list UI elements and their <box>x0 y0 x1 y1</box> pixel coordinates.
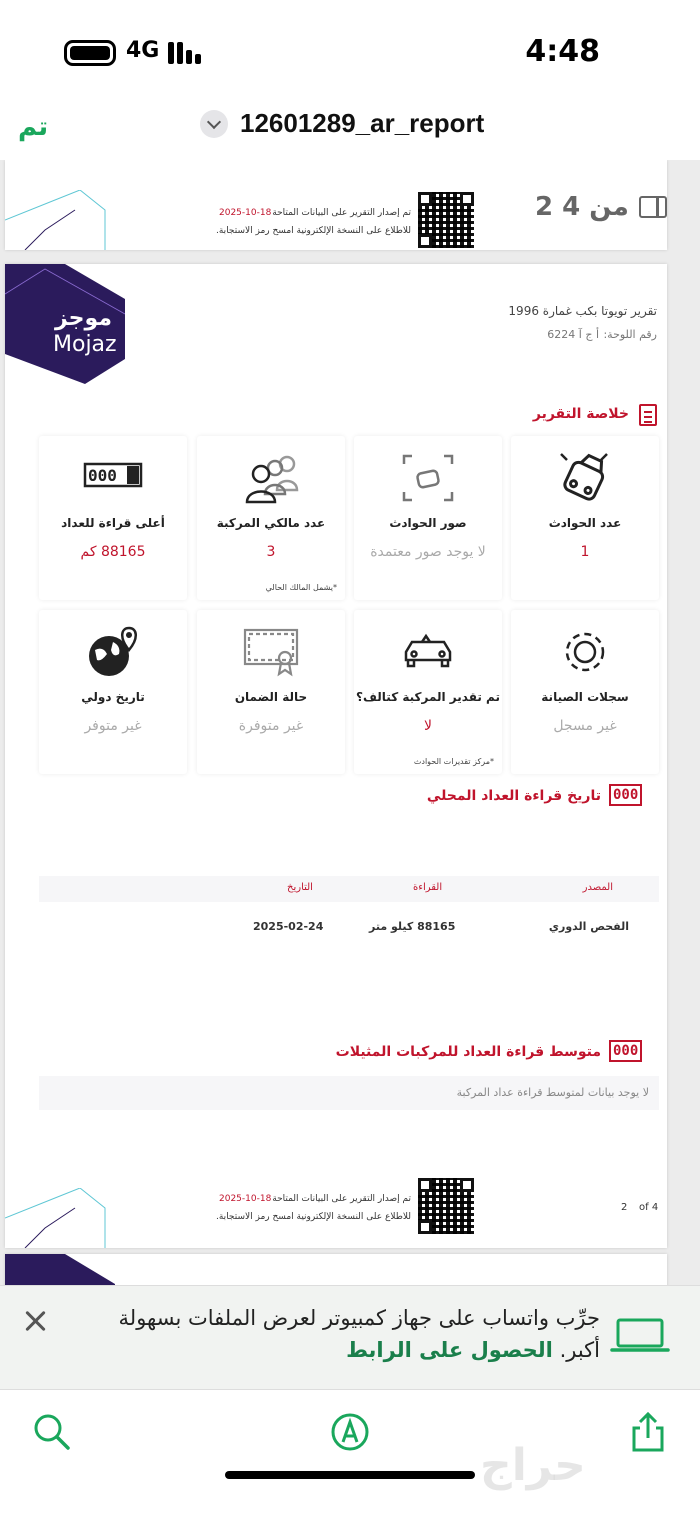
report-title: تقرير تويوتا بكب غمارة 1996 <box>508 304 657 318</box>
plate-label: رقم اللوحة: <box>603 328 657 341</box>
card-label: سجلات الصيانة <box>541 690 629 704</box>
footer-scan-text: للاطلاع على النسخة الإلكترونية امسح رمز الاستجابة. <box>216 1212 411 1222</box>
footer-date: 2025-10-18 <box>219 1194 272 1204</box>
share-icon[interactable] <box>628 1412 668 1452</box>
page-indicator-label: 2 من 4 <box>535 192 629 222</box>
average-empty-text: لا يوجد بيانات لمتوسط قراءة عداد المركبة <box>456 1086 649 1099</box>
bottom-toolbar <box>0 1390 700 1522</box>
col-date: التاريخ <box>287 882 313 893</box>
odometer-digits: 000 <box>613 787 639 803</box>
average-odometer-title: متوسط قراءة العداد للمركبات المثيلات <box>335 1044 601 1060</box>
qr-code-icon <box>418 192 474 248</box>
battery-icon <box>64 40 116 66</box>
page-total: of 4 <box>639 1202 659 1213</box>
card-value: لا يوجد صور معتمدة <box>370 544 486 560</box>
logo-text-english: Mojaz <box>53 332 117 357</box>
decorative-lines-icon <box>5 190 115 250</box>
card-value: لا <box>424 718 432 734</box>
report-summary-icon <box>639 404 657 426</box>
page-indicator[interactable] <box>535 192 667 222</box>
card-maintenance-records <box>511 610 659 774</box>
signal-icon <box>168 40 208 64</box>
status-time: 4:48 <box>525 34 600 69</box>
markup-icon[interactable] <box>330 1412 370 1452</box>
whatsapp-desktop-banner <box>0 1285 700 1390</box>
gear-icon <box>555 624 615 680</box>
odometer-table-header <box>39 876 659 902</box>
network-type: 4G <box>126 38 160 63</box>
card-label: عدد الحوادث <box>548 516 622 530</box>
document-header <box>0 100 700 158</box>
promo-message: جرِّب واتساب على جهاز كمبيوتر لعرض الملفات بسهولة أكبر. <box>118 1306 600 1362</box>
odometer-badge <box>609 1040 642 1062</box>
mojaz-logo <box>5 1254 115 1285</box>
footer-issued-text: تم إصدار التقرير على البيانات المتاحة <box>272 208 411 218</box>
home-indicator[interactable] <box>225 1471 475 1479</box>
card-note: *مركز تقديرات الحوادث <box>413 757 494 766</box>
odometer-icon <box>83 450 143 506</box>
cell-reading: 88165 كيلو متر <box>369 920 456 933</box>
accident-photo-icon <box>398 450 458 506</box>
pdf-page-1 <box>5 160 667 250</box>
footer-issued-text: تم إصدار التقرير على البيانات المتاحة <box>272 1194 411 1204</box>
file-title-menu[interactable] <box>200 108 484 139</box>
chevron-down-icon[interactable] <box>200 110 228 138</box>
card-label: عدد مالكي المركبة <box>216 516 326 530</box>
qr-code-icon <box>418 1178 474 1234</box>
get-link-button[interactable]: الحصول على الرابط <box>346 1338 553 1362</box>
search-icon[interactable] <box>32 1412 72 1452</box>
status-bar <box>0 0 700 100</box>
footer-scan-text: للاطلاع على النسخة الإلكترونية امسح رمز الاستجابة. <box>216 226 411 236</box>
card-value: 3 <box>266 544 276 560</box>
odometer-badge <box>609 784 642 806</box>
table-row <box>39 914 659 940</box>
card-label: تم تقدير المركبة كتالف؟ <box>356 690 500 704</box>
card-label: صور الحوادث <box>389 516 467 530</box>
card-value: غير متوفرة <box>238 718 304 734</box>
card-international-history <box>39 610 187 774</box>
svg-text:000: 000 <box>88 466 117 485</box>
page-number: 2 <box>621 1202 628 1213</box>
footer-date: 2025-10-18 <box>219 208 272 218</box>
logo-text-arabic: موجز <box>55 306 112 331</box>
promo-text <box>80 1302 600 1366</box>
card-warranty-status <box>197 610 345 774</box>
plate-value: أ ج آ 6224 <box>547 328 599 341</box>
card-total-loss <box>354 610 502 774</box>
card-owners-count <box>197 436 345 600</box>
odometer-digits: 000 <box>613 1043 639 1059</box>
card-value: غير متوفر <box>84 718 142 734</box>
laptop-icon <box>610 1316 670 1356</box>
summary-title: خلاصة التقرير <box>532 406 629 422</box>
card-value: غير مسجل <box>553 718 617 734</box>
card-accident-photos <box>354 436 502 600</box>
crashed-car-icon <box>555 450 615 506</box>
average-empty-box <box>39 1076 659 1110</box>
warranty-certificate-icon <box>241 624 301 680</box>
close-icon[interactable] <box>22 1308 48 1334</box>
globe-pin-icon <box>83 624 143 680</box>
thumbnails-icon[interactable] <box>639 196 667 218</box>
card-label: أعلى قراءة للعداد <box>61 516 165 530</box>
cell-date: 2025-02-24 <box>253 920 324 933</box>
file-title: 12601289_ar_report <box>240 108 485 138</box>
decorative-lines-icon <box>5 1188 115 1248</box>
card-label: تاريخ دولي <box>81 690 145 704</box>
col-reading: القراءة <box>413 882 443 893</box>
pdf-page-2 <box>5 264 667 1248</box>
cell-source: الفحص الدوري <box>548 920 629 933</box>
damaged-car-icon <box>398 624 458 680</box>
local-odometer-history-title: تاريخ قراءة العداد المحلي <box>426 788 601 804</box>
pdf-page-3 <box>5 1254 667 1285</box>
card-max-odometer <box>39 436 187 600</box>
card-note: *يشمل المالك الحالي <box>265 583 337 592</box>
pdf-viewer[interactable] <box>0 160 700 1285</box>
done-button[interactable]: تم <box>18 112 49 142</box>
watermark-text: حراج <box>480 1440 586 1491</box>
card-value: 88165 كم <box>80 544 146 560</box>
card-accidents-count <box>511 436 659 600</box>
card-value: 1 <box>580 544 590 560</box>
card-label: حالة الضمان <box>234 690 308 704</box>
col-source: المصدر <box>582 882 613 893</box>
owners-icon <box>241 450 301 506</box>
